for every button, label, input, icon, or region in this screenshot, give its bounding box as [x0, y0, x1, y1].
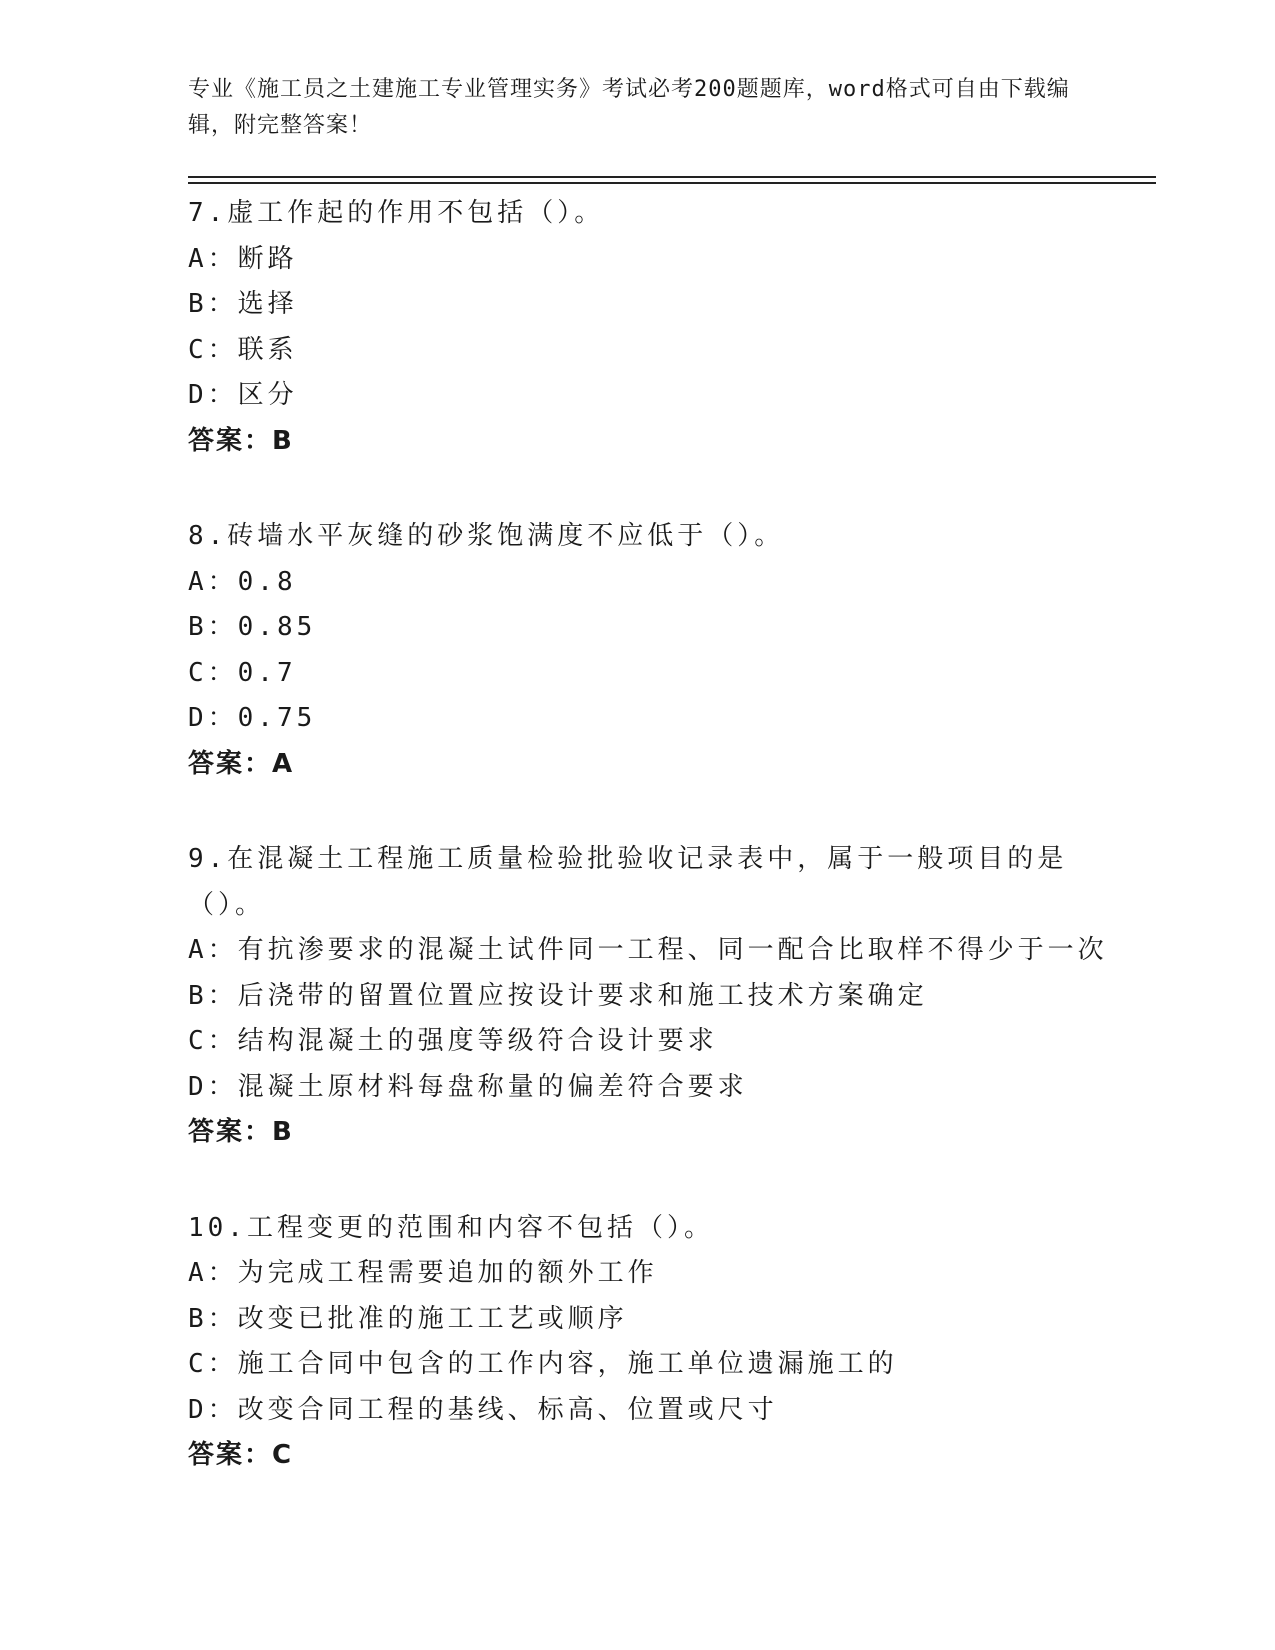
question-stem: 7.虚工作起的作用不包括（）。 — [188, 198, 605, 228]
option-d: D：区分 — [188, 380, 298, 410]
answer-line: 答案：C — [188, 1440, 294, 1470]
question-stem: 8.砖墙水平灰缝的砂浆饱满度不应低于（）。 — [188, 521, 785, 551]
answer-line: 答案：A — [188, 748, 295, 779]
option-d: D：改变合同工程的基线、标高、位置或尺寸 — [188, 1394, 778, 1425]
option-b: B：后浇带的留置位置应按设计要求和施工技术方案确定 — [188, 980, 928, 1011]
option-b: B：选择 — [188, 289, 298, 319]
option-a: A：0.8 — [188, 566, 297, 597]
question-block — [188, 514, 1088, 787]
question-block — [188, 191, 1088, 464]
option-c: C：0.7 — [188, 657, 297, 688]
option-a: A：为完成工程需要追加的额外工作 — [188, 1258, 658, 1288]
question-block — [188, 1206, 1088, 1479]
option-b: B：0.85 — [188, 612, 317, 642]
answer-line: 答案：B — [188, 425, 294, 456]
question-block — [188, 837, 1108, 1156]
answer-line: 答案：B — [188, 1117, 294, 1147]
option-a: A：有抗渗要求的混凝土试件同一工程、同一配合比取样不得少于一次 — [188, 935, 1108, 965]
option-d: D：0.75 — [188, 703, 317, 733]
option-b: B：改变已批准的施工工艺或顺序 — [188, 1303, 628, 1334]
option-c: C：施工合同中包含的工作内容，施工单位遗漏施工的 — [188, 1349, 898, 1379]
question-stem: 9.在混凝土工程施工质量检验批验收记录表中，属于一般项目的是（）。 — [188, 844, 1068, 920]
question-stem: 10.工程变更的范围和内容不包括（）。 — [188, 1212, 714, 1243]
question-list — [188, 191, 1108, 1529]
document-header: 专业《施工员之土建施工专业管理实务》考试必考200题题库，word格式可自由下载编辑，附完整答案！ — [188, 77, 1070, 138]
header-divider-top — [188, 176, 1156, 178]
option-c: C：结构混凝土的强度等级符合设计要求 — [188, 1026, 718, 1056]
option-a: A：断路 — [188, 243, 298, 274]
option-c: C：联系 — [188, 334, 298, 365]
option-d: D：混凝土原材料每盘称量的偏差符合要求 — [188, 1071, 748, 1102]
header-divider-bottom — [188, 182, 1156, 184]
